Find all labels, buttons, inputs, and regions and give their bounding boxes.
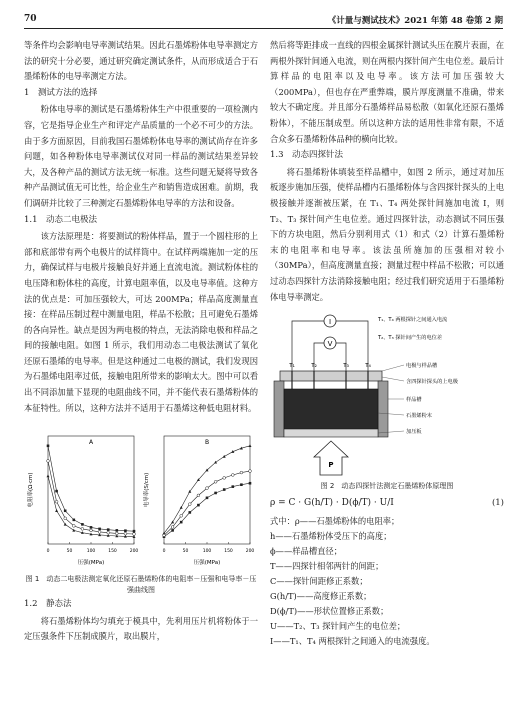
data-point	[107, 529, 110, 532]
data-point	[189, 511, 192, 514]
left-column	[24, 38, 258, 645]
label-upper-electrode: 含四探针探头的上电极	[406, 379, 458, 386]
data-point	[249, 444, 252, 447]
y-axis-label: 电阻率(Ω·cm)	[28, 472, 34, 508]
definition-item: G(h/T)——高度修正系数；	[270, 590, 372, 601]
data-point	[197, 504, 200, 507]
four-probe-diagram	[270, 309, 504, 479]
x-tick-label: 0	[162, 549, 166, 555]
label-press-plate: 加压板	[406, 429, 422, 436]
data-point	[214, 481, 217, 484]
legend-voltage: T₂、T₃ 探针间产生的电位差	[378, 335, 443, 342]
definition-list	[270, 514, 504, 649]
panel-label: A	[88, 439, 94, 447]
probe-label-t2: T₂	[311, 363, 317, 370]
data-point	[47, 475, 50, 478]
data-point	[214, 461, 217, 464]
x-tick-label: 100	[86, 549, 96, 555]
data-point	[133, 530, 136, 533]
data-point	[72, 525, 75, 528]
equation-number: (1)	[491, 498, 504, 509]
data-point	[55, 501, 58, 504]
data-point	[180, 506, 183, 509]
data-point	[188, 503, 191, 506]
probe-label-t1: T₁	[289, 363, 295, 370]
series-line	[164, 483, 250, 537]
figure-2-caption: 图 2 动态四探针法测定石墨烯粉体原理图	[320, 482, 454, 491]
figure-1-charts	[24, 422, 258, 572]
data-point	[180, 515, 183, 518]
data-point	[47, 460, 50, 463]
data-point	[72, 529, 75, 532]
data-point	[249, 470, 252, 473]
x-tick-label: 50	[66, 549, 73, 555]
data-point	[64, 517, 67, 520]
panel-label: B	[204, 439, 210, 447]
definition-item: 式中：ρ——石墨烯粉体的电阻率；	[270, 515, 400, 526]
label-powder: 石墨烯粉末	[406, 413, 432, 420]
data-point	[171, 521, 174, 524]
data-point	[116, 529, 119, 532]
data-point	[197, 494, 200, 497]
data-point	[81, 528, 84, 531]
pressure-arrow-icon	[314, 441, 348, 475]
upper-electrode	[280, 371, 382, 381]
data-point	[232, 486, 235, 489]
label-sample-slot: 样品槽	[406, 397, 422, 404]
graphene-powder	[284, 389, 378, 429]
definition-item: C——探针间距修正系数；	[270, 575, 368, 586]
x-tick-label: 200	[245, 549, 255, 555]
series-line	[48, 461, 134, 534]
leader-line	[382, 377, 404, 381]
press-plate	[284, 429, 378, 437]
data-point	[231, 474, 234, 477]
slot-wall-right	[378, 381, 388, 437]
definition-item: U——T₂、T₃ 探针间产生的电位差；	[270, 620, 406, 631]
subsection-heading: 1.2 静态法	[24, 599, 72, 610]
subsection-heading: 1.3 动态四探针法	[270, 150, 344, 161]
page-number: 70	[24, 14, 37, 24]
definition-item: h——石墨烯粉体受压下的高度；	[270, 530, 392, 541]
paragraph: 将石墨烯粉体均匀填充于模具中，先利用压片机将粉体于一定压强条件下压制成膜片，取出膜片，	[24, 615, 258, 642]
data-point	[206, 487, 209, 490]
data-point	[240, 471, 243, 474]
data-point	[133, 533, 136, 536]
x-tick-label: 100	[202, 549, 212, 555]
series-line	[48, 446, 134, 531]
equation-1	[270, 496, 504, 512]
probe-label-t4: T₄	[365, 363, 371, 370]
data-point	[73, 519, 76, 522]
header-rule	[24, 28, 503, 29]
probe-label-t3: T₃	[343, 363, 349, 370]
figure-2	[270, 309, 504, 479]
data-point	[55, 509, 58, 512]
paragraph: 粉体电导率的测试是石墨烯粉体生产中很重要的一项检测内容，它是指导企业生产和评定产品质量的一个必不可少的方法。由于多方面原因，目前我国石墨烯粉体电导率的测试尚存在许多问题，如各种粉体电导率测试仪对同一样品的测试结果差异较大，及各种产品的测试方法无统一标准。这些问题无疑将导致各种产品测试值无可比性，给企业生产和销售造成困难。前期，我们调研并比较了三种测定石墨烯粉体电导率的方法和设备。	[24, 104, 258, 208]
chart-frame	[164, 436, 250, 544]
current-symbol: I	[328, 318, 332, 327]
x-tick-label: 50	[182, 549, 189, 555]
leader-line	[382, 365, 404, 371]
data-point	[240, 484, 243, 487]
definition-item: I——T₁、T₄ 两根探针之间通入的电流强度。	[270, 635, 435, 646]
data-point	[98, 528, 101, 531]
data-point	[249, 482, 252, 485]
data-point	[171, 529, 174, 532]
data-point	[223, 455, 226, 458]
right-column	[270, 38, 504, 649]
data-point	[81, 523, 84, 526]
data-point	[223, 489, 226, 492]
pressure-symbol: P	[328, 461, 334, 470]
data-point	[90, 526, 93, 529]
voltage-symbol: V	[327, 340, 333, 349]
label-electrode-slot: 电极与样品槽	[406, 363, 438, 370]
data-point	[47, 445, 50, 448]
data-point	[180, 521, 183, 524]
definition-item: ϕ——样品槽直径；	[270, 545, 343, 556]
figure-1-caption: 图 1 动态二电极法测定氧化还原石墨烯粉体的电阻率－压强和电导率－压强曲线图	[25, 575, 257, 595]
equation-body: ρ = C · G(h/T) · D(ϕ/T) · U/I	[270, 498, 394, 509]
journal-header: 《计量与测试技术》2021 年第 48 卷第 2 期	[327, 16, 503, 26]
x-axis-label: 压强(MPa)	[193, 560, 221, 567]
data-point	[64, 510, 67, 513]
data-point	[90, 529, 93, 532]
legend-current: T₁、T₄ 两根探针之间通入电流	[378, 317, 448, 324]
data-point	[214, 492, 217, 495]
paragraph: 将石墨烯粉体填装至样品槽中，如图 2 所示，通过对加压板逐步施加压强，使样品槽内石墨烯粉体与含四探针探头的上电极接触并逐渐被压紧，在 T₁、T₄ 两处探针间施加电流 I，则 T₂、T₃ 探针间产生电位差。通过四探针法，动态测试不同压强下的方块电阻，然后分别利用式（1）和式（2）计算石墨烯粉末的电阻率和电导率。该法虽所施加的压强相对较小（30MPa），但高度测量直接；测量过程中样品不松散；可以通过动态四探针方法消除接触电阻；经过我们研究适用于石墨烯粉体电导率测定。	[270, 166, 504, 302]
definition-item: T——四探针相邻两针的间距；	[270, 560, 384, 571]
x-tick-label: 200	[129, 549, 139, 555]
paragraph: 然后将等距排成一直线的四根金属探针测试头压在膜片表面，在两根外探针间通入电流，则在两根内探针间产生电位差。最后计算样品的电阻率以及电导率。该方法可加压强较大（200MPa），但也存在严重弊端，膜片厚度测量不准确，带来较大不确定度。并且部分石墨烯样品易松散（如氧化还原石墨烯粉体），不能压制成型。所以这种方法的适用性非常有限，不适合众多石墨烯粉体品种的横向比较。	[270, 40, 504, 144]
data-point	[124, 530, 127, 533]
y-axis-label: 电导率(S/cm)	[144, 472, 150, 508]
paragraph: 该方法原理是：将要测试的粉体样品，置于一个圆柱形的上部和底部带有两个电极片的试样筒中。在试样两端施加一定的压力，确保试样与电极片接触良好并通上直流电流。测试粉体柱的电压降和粉体柱的高度，计算电阻率值，以及电导率值。这种方法的优点是：可加压强较大，可达 200MPa；样品高度测量直接：在样品压制过程中测量电阻，样品不松散；且可避免石墨烯的各向异性。缺点是因为两电极的特点，无法消除电极和样品之间的接触电阻。如图 1 所示，我们用动态二电极法测试了氧化还原石墨烯的电导率。但是这种通过二电极的测试，我们发现因为石墨烯电阻率过低，接触电阻所带来的影响太大。图中可以看出不同添加量下显现的电阻曲线不同，并不能代表石墨烯粉体的本征特性。所以，这种方法并不适用于石墨烯这种低电阻材料。	[24, 231, 258, 413]
subsection-heading: 1.1 动态二电极法	[24, 214, 98, 225]
x-tick-label: 150	[108, 549, 117, 555]
data-point	[171, 526, 174, 529]
data-point	[124, 533, 127, 536]
slot-wall-left	[274, 381, 284, 437]
figure-1	[24, 422, 258, 572]
data-point	[98, 531, 101, 534]
section-heading: 1 测试方法的选择	[24, 87, 98, 98]
data-point	[206, 497, 209, 500]
x-axis-label: 压强(MPa)	[77, 560, 105, 567]
definition-item: D(ϕ/T)——形状位置修正系数；	[270, 605, 389, 616]
x-tick-label: 0	[46, 549, 50, 555]
paragraph: 等条件均会影响电导率测试结果。因此石墨烯粉体电导率测定方法的研究十分必要，通过研究确定测试条件，从而形成适合于石墨烯粉体的电导率测定方法。	[24, 40, 258, 82]
data-point	[55, 490, 58, 493]
data-point	[223, 477, 226, 480]
x-tick-label: 150	[224, 549, 233, 555]
data-point	[107, 532, 110, 535]
series-line	[164, 471, 250, 535]
